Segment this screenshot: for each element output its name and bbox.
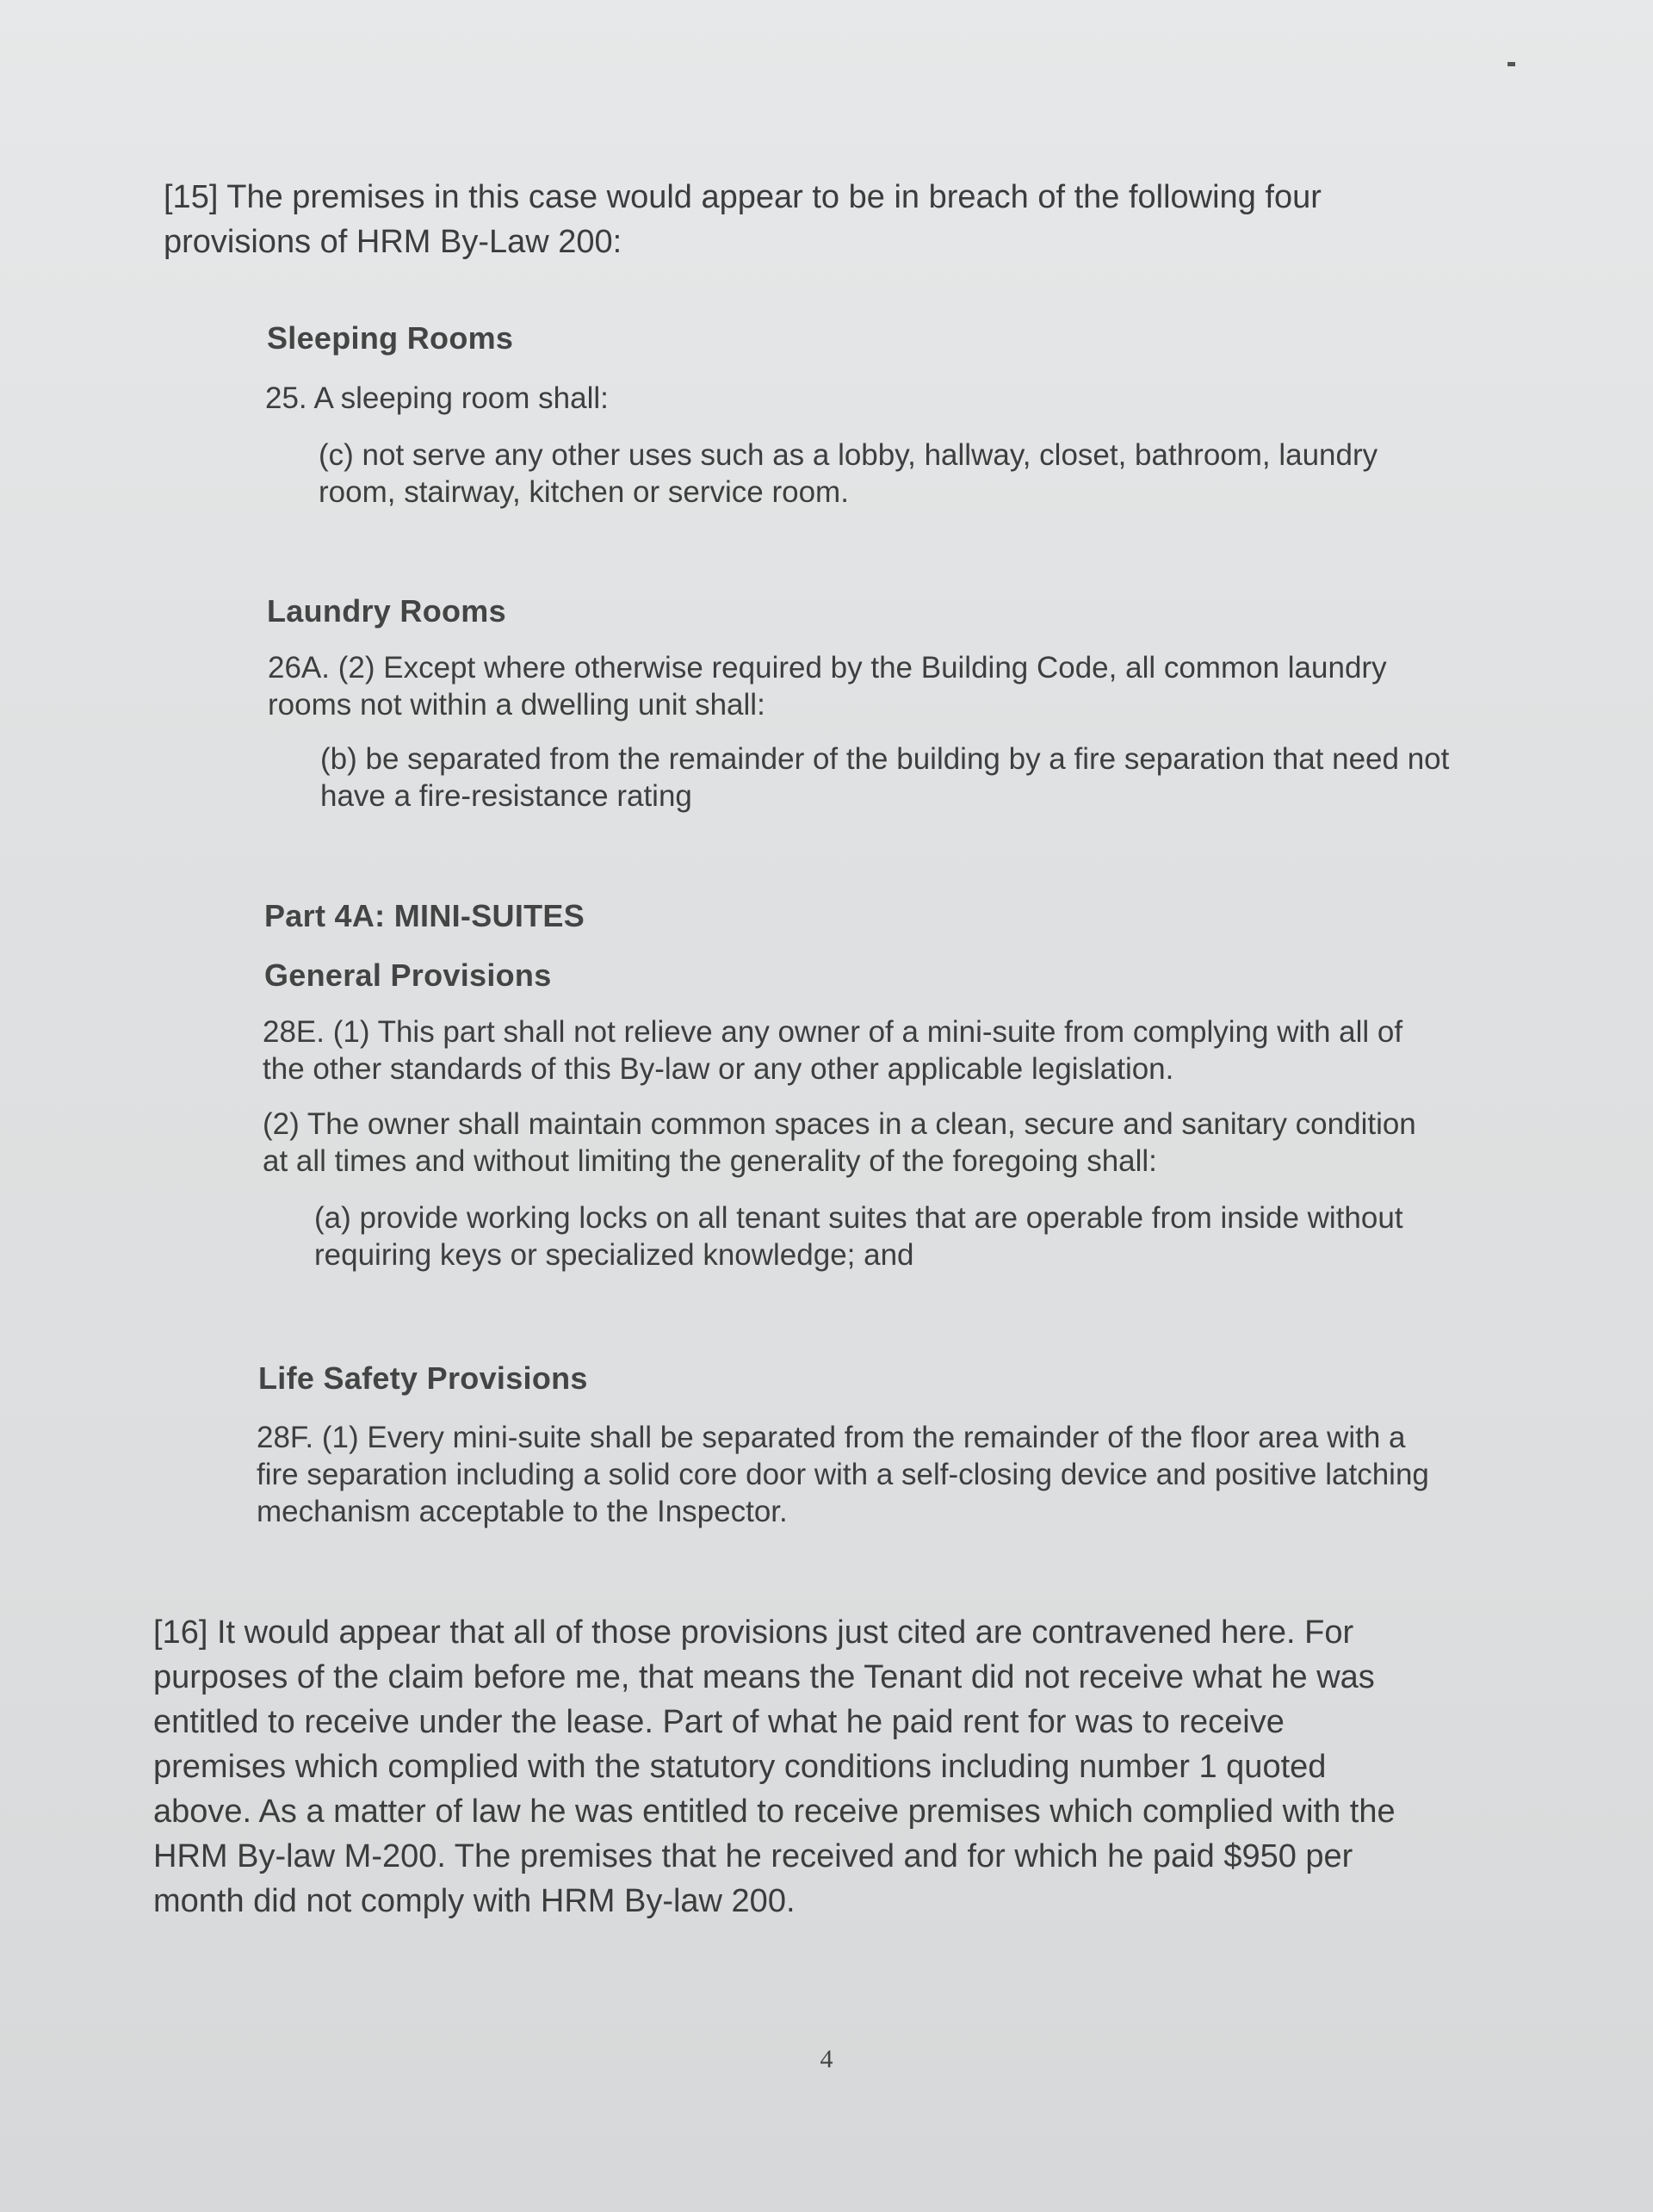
section-25: 25. A sleeping room shall: <box>265 381 609 415</box>
paragraph-16-line: entitled to receive under the lease. Part of what he paid rent for was to receive <box>153 1704 1285 1740</box>
section-28e-2-line: at all times and without limiting the generality of the foregoing shall: <box>263 1144 1157 1178</box>
heading-laundry-rooms: Laundry Rooms <box>267 593 506 629</box>
heading-part-4a: Part 4A: MINI-SUITES <box>264 898 585 933</box>
paragraph-16-line: HRM By-law M-200. The premises that he received and for which he paid $950 per <box>153 1838 1353 1874</box>
section-28f-1 <box>257 1419 1429 1530</box>
paragraph-15-line: [15] The premises in this case would appear to be in breach of the following four <box>164 179 1322 215</box>
section-26a-line: rooms not within a dwelling unit shall: <box>268 688 765 722</box>
paragraph-16-line: above. As a matter of law he was entitled to receive premises which complied with the <box>153 1794 1396 1830</box>
heading-sleeping-rooms: Sleeping Rooms <box>267 320 514 356</box>
paragraph-16-line: premises which complied with the statutory conditions including number 1 quoted <box>153 1749 1327 1785</box>
clause-28e-2a-line: requiring keys or specialized knowledge; and <box>314 1238 914 1272</box>
clause-25c <box>319 437 1378 511</box>
heading-general-provisions: General Provisions <box>264 957 552 993</box>
section-28e-2 <box>263 1106 1416 1180</box>
section-28f-1-line: mechanism acceptable to the Inspector. <box>257 1495 788 1528</box>
section-28e-1-line: the other standards of this By-law or any other applicable legislation. <box>263 1052 1174 1086</box>
section-26a-line: 26A. (2) Except where otherwise required by the Building Code, all common laundry <box>268 651 1387 685</box>
clause-25c-line: room, stairway, kitchen or service room. <box>319 475 849 509</box>
paragraph-15-line: provisions of HRM By-Law 200: <box>164 224 622 260</box>
section-28e-1 <box>263 1013 1402 1087</box>
section-28e-1-line: 28E. (1) This part shall not relieve any owner of a mini-suite from complying with all of <box>263 1015 1403 1049</box>
clause-26a-b <box>320 740 1449 815</box>
section-26a <box>268 649 1387 723</box>
paragraph-16-line: purposes of the claim before me, that means the Tenant did not receive what he was <box>153 1659 1375 1695</box>
paragraph-16-line: [16] It would appear that all of those provisions just cited are contravened here. For <box>153 1614 1354 1651</box>
clause-28e-2a <box>314 1199 1403 1273</box>
section-28f-1-line: fire separation including a solid core door with a self-closing device and positive latching <box>257 1458 1429 1491</box>
heading-life-safety: Life Safety Provisions <box>258 1360 588 1396</box>
paragraph-16 <box>153 1610 1396 1924</box>
section-28e-2-line: (2) The owner shall maintain common spaces in a clean, secure and sanitary condition <box>263 1107 1416 1141</box>
clause-26a-b-line: have a fire-resistance rating <box>320 779 692 813</box>
section-28f-1-line: 28F. (1) Every mini-suite shall be separated from the remainder of the floor area with a <box>257 1421 1406 1454</box>
paragraph-16-line: month did not comply with HRM By-law 200. <box>153 1883 796 1919</box>
page-number: 4 <box>820 2045 833 2073</box>
clause-28e-2a-line: (a) provide working locks on all tenant suites that are operable from inside without <box>314 1201 1403 1235</box>
paragraph-15 <box>164 175 1322 264</box>
scan-speck <box>1508 62 1515 66</box>
clause-26a-b-line: (b) be separated from the remainder of the building by a fire separation that need not <box>320 742 1450 776</box>
clause-25c-line: (c) not serve any other uses such as a lobby, hallway, closet, bathroom, laundry <box>319 438 1378 472</box>
